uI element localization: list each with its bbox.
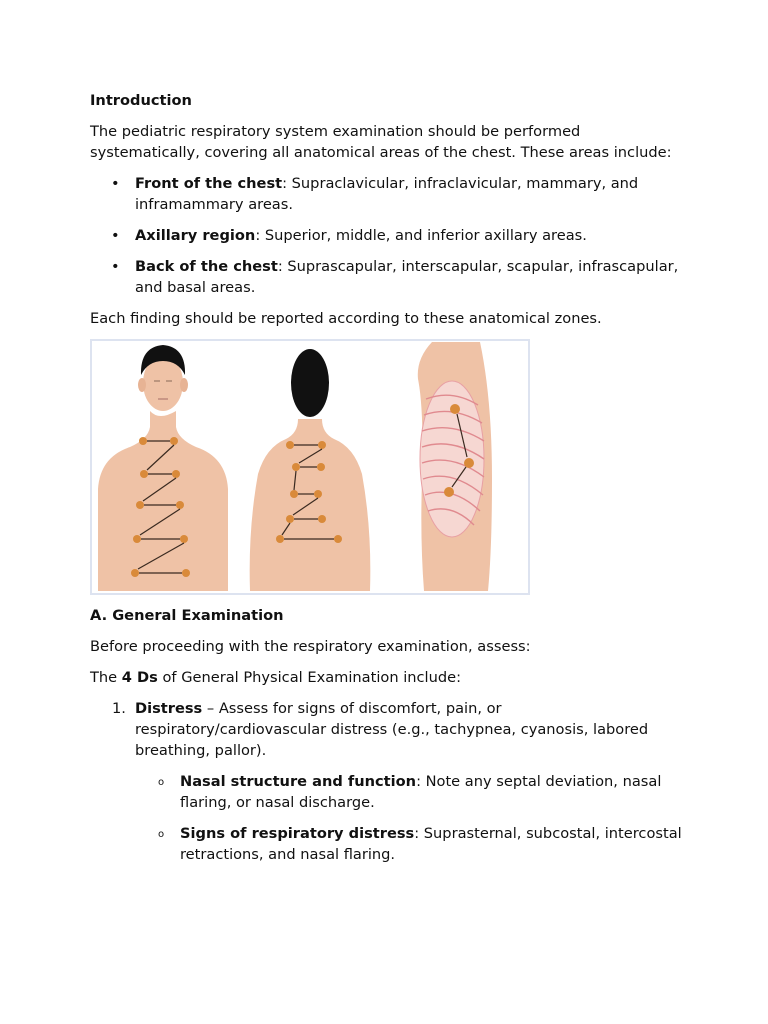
four-ds-line: The 4 Ds of General Physical Examination include: — [90, 669, 461, 686]
intro-closing: Each finding should be reported according to these anatomical zones. — [90, 310, 602, 327]
side-ribcage — [420, 381, 484, 537]
side-view-panel — [383, 342, 527, 592]
list-item — [90, 698, 690, 865]
area-term: Axillary region — [135, 227, 256, 244]
intro-paragraph: The pediatric respiratory system examination should be performed systematically, covering all anatomical areas of the chest. These areas include: — [90, 123, 672, 161]
auscultation-sites-figure — [90, 339, 530, 595]
item-term: Distress — [135, 700, 203, 717]
area-term: Back of the chest — [135, 258, 278, 275]
item-desc: – Assess for signs of discomfort, pain, or respiratory/cardiovascular distress (e.g., tachypnea, cyanosis, labored breathing, pallor). — [135, 700, 649, 759]
list-item — [90, 225, 690, 246]
four-ds-list — [90, 698, 690, 865]
area-desc: : Suprascapular, interscapular, scapular, infrascapular, and basal areas. — [135, 258, 679, 296]
area-desc: : Superior, middle, and inferior axillary areas. — [255, 227, 587, 244]
area-desc: : Supraclavicular, infraclavicular, mammary, and inframammary areas. — [135, 175, 639, 213]
subitem-desc: : Note any septal deviation, nasal flaring, or nasal discharge. — [180, 773, 662, 811]
general-intro: Before proceeding with the respiratory examination, assess: — [90, 638, 531, 655]
front-ear-right — [180, 378, 188, 392]
subitem-term: Signs of respiratory distress — [180, 825, 415, 842]
chest-areas-list — [90, 173, 690, 298]
area-term: Front of the chest — [135, 175, 283, 192]
subitem-term: Nasal structure and function — [180, 773, 417, 790]
item-number: 1. — [112, 700, 126, 717]
list-item — [135, 771, 690, 813]
back-view-panel — [238, 342, 378, 592]
intro-heading: Introduction — [90, 92, 192, 109]
general-heading: A. General Examination — [90, 607, 284, 624]
list-item — [90, 256, 690, 298]
front-view-panel — [93, 342, 233, 592]
list-item — [90, 173, 690, 215]
document-page — [90, 90, 690, 875]
subitem-desc: : Suprasternal, subcostal, intercostal retractions, and nasal flaring. — [180, 825, 682, 863]
front-ear-left — [138, 378, 146, 392]
four-ds-term: 4 Ds — [121, 669, 158, 686]
distress-sublist — [135, 771, 690, 865]
back-head — [291, 349, 329, 417]
list-item — [135, 823, 690, 865]
